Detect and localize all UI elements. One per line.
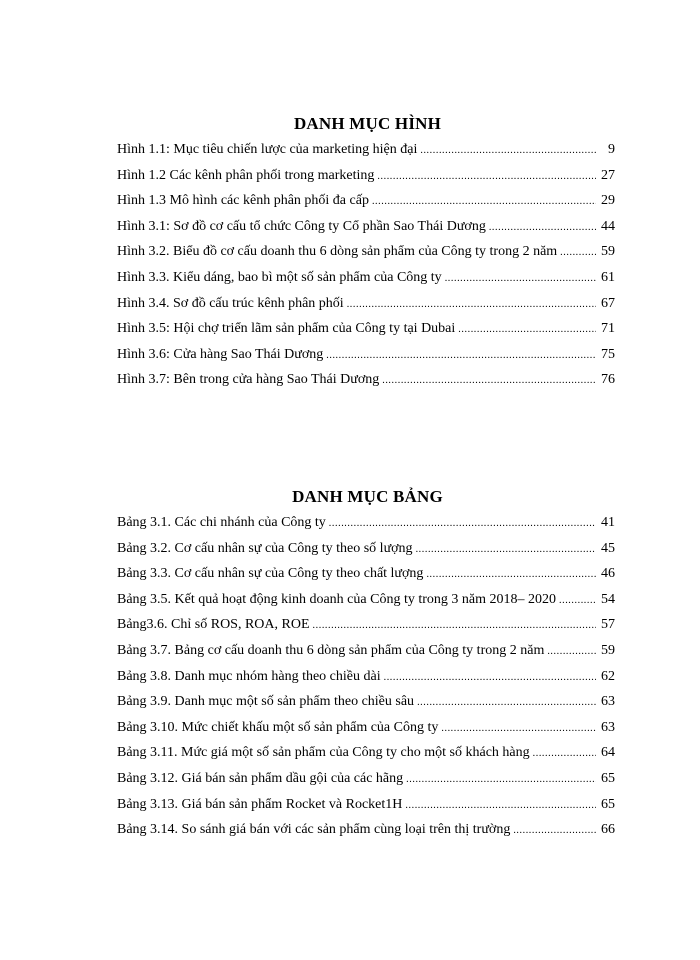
entry-page-number: 44 [601,218,615,234]
table-entry[interactable] [117,541,615,567]
entry-page-number: 67 [601,295,615,311]
leader-dots [377,171,596,182]
figure-entry[interactable] [117,244,615,270]
entry-page-number: 62 [601,668,615,684]
table-entry[interactable] [117,771,615,797]
entry-page-number: 41 [601,515,615,530]
entry-title: Hình 3.1: Sơ đồ cơ cấu tổ chức Công ty Cổ phần Sao Thái Dương [117,218,486,234]
entry-title: Bảng 3.5. Kết quả hoạt động kinh doanh của Công ty trong 3 năm 2018– 2020 [117,591,556,607]
entry-page-number: 75 [601,346,615,362]
figure-entry[interactable] [117,142,615,168]
leader-dots [489,222,596,233]
leader-dots [406,774,596,785]
table-entry[interactable] [117,566,615,592]
entry-page-number: 45 [601,540,615,556]
table-entry[interactable] [117,643,615,669]
entry-title: Hình 3.2. Biểu đồ cơ cấu doanh thu 6 dòng sản phẩm của Công ty trong 2 năm [117,244,558,260]
entry-title: Bảng 3.8. Danh mục nhóm hàng theo chiều dài [117,668,381,684]
entry-title: Hình 3.3. Kiểu dáng, bao bì một số sản phẩm của Công ty [117,269,442,285]
leader-dots [445,273,596,284]
table-entry[interactable] [117,669,615,695]
table-entry[interactable] [117,720,615,746]
table-entry[interactable] [117,592,615,618]
entry-page-number: 63 [601,694,615,710]
figure-entry[interactable] [117,219,615,245]
entry-title: Hình 3.4. Sơ đồ cấu trúc kênh phân phối [117,295,344,311]
entry-title: Hình 3.6: Cửa hàng Sao Thái Dương [117,346,324,362]
table-entry[interactable] [117,822,615,848]
entry-title: Bảng3.6. Chỉ số ROS, ROA, ROE [117,617,310,633]
leader-dots [417,697,596,708]
table-entry[interactable] [117,745,615,771]
leader-dots [533,748,596,759]
entry-title: Hình 1.1: Mục tiêu chiến lược của marketing hiện đại [117,142,418,157]
leader-dots [313,620,596,631]
leader-dots [441,723,596,734]
figure-entry[interactable] [117,321,615,347]
entry-title: Hình 3.5: Hội chợ triển lãm sản phẩm của Công ty tại Dubai [117,321,456,337]
entry-page-number: 27 [601,167,615,183]
figure-entry[interactable] [117,372,615,398]
entry-page-number: 63 [601,719,615,735]
entry-page-number: 54 [601,591,615,607]
entry-page-number: 46 [601,566,615,582]
tables-list [117,515,615,848]
leader-dots [559,595,596,606]
tables-heading: DANH MỤC BẢNG [292,487,443,506]
leader-dots [326,350,596,361]
figure-entry[interactable] [117,347,615,373]
table-entry[interactable] [117,515,615,541]
leader-dots [347,299,596,310]
leader-dots [560,247,596,258]
figure-entry[interactable] [117,168,615,194]
entry-title: Bảng 3.13. Giá bán sản phẩm Rocket và Rocket1H [117,796,403,812]
entry-page-number: 66 [601,822,615,838]
figure-entry[interactable] [117,193,615,219]
leader-dots [384,672,596,683]
entry-page-number: 65 [601,796,615,812]
figures-list [117,142,615,398]
entry-page-number: 59 [601,244,615,260]
leader-dots [547,646,596,657]
entry-title: Bảng 3.10. Mức chiết khấu một số sản phẩm của Công ty [117,719,439,735]
entry-title: Bảng 3.14. So sánh giá bán với các sản phẩm cùng loại trên thị trường [117,822,511,838]
leader-dots [372,196,596,207]
leader-dots [416,544,596,555]
entry-page-number: 59 [601,642,615,658]
table-entry[interactable] [117,694,615,720]
entry-title: Bảng 3.9. Danh mục một số sản phẩm theo chiều sâu [117,694,415,710]
leader-dots [420,145,596,156]
leader-dots [426,569,596,580]
entry-title: Hình 1.3 Mô hình các kênh phân phối đa cấp [117,193,369,209]
entry-title: Bảng 3.12. Giá bán sản phẩm dầu gội của các hãng [117,770,404,786]
entry-title: Bảng 3.11. Mức giá một số sản phẩm của Công ty cho một số khách hàng [117,745,530,761]
entry-title: Hình 1.2 Các kênh phân phối trong marketing [117,167,375,183]
figure-entry[interactable] [117,296,615,322]
entry-page-number: 76 [601,372,615,388]
table-entry[interactable] [117,797,615,823]
entry-title: Bảng 3.7. Bảng cơ cấu doanh thu 6 dòng sản phẩm của Công ty trong 2 năm [117,642,545,658]
figures-heading: DANH MỤC HÌNH [293,114,442,133]
entry-page-number: 9 [608,142,615,157]
leader-dots [458,324,596,335]
entry-title: Hình 3.7: Bên trong cửa hàng Sao Thái Dương [117,372,380,388]
entry-title: Bảng 3.3. Cơ cấu nhân sự của Công ty theo chất lượng [117,566,424,582]
leader-dots [329,518,596,529]
leader-dots [405,800,596,811]
figure-entry[interactable] [117,270,615,296]
entry-page-number: 65 [601,770,615,786]
entry-title: Bảng 3.2. Cơ cấu nhân sự của Công ty theo số lượng [117,540,413,556]
entry-page-number: 29 [601,193,615,209]
leader-dots [513,825,596,836]
entry-page-number: 57 [601,617,615,633]
leader-dots [382,375,596,386]
entry-title: Bảng 3.1. Các chi nhánh của Công ty [117,515,326,530]
table-entry[interactable] [117,617,615,643]
entry-page-number: 61 [601,269,615,285]
entry-page-number: 64 [601,745,615,761]
entry-page-number: 71 [601,321,615,337]
